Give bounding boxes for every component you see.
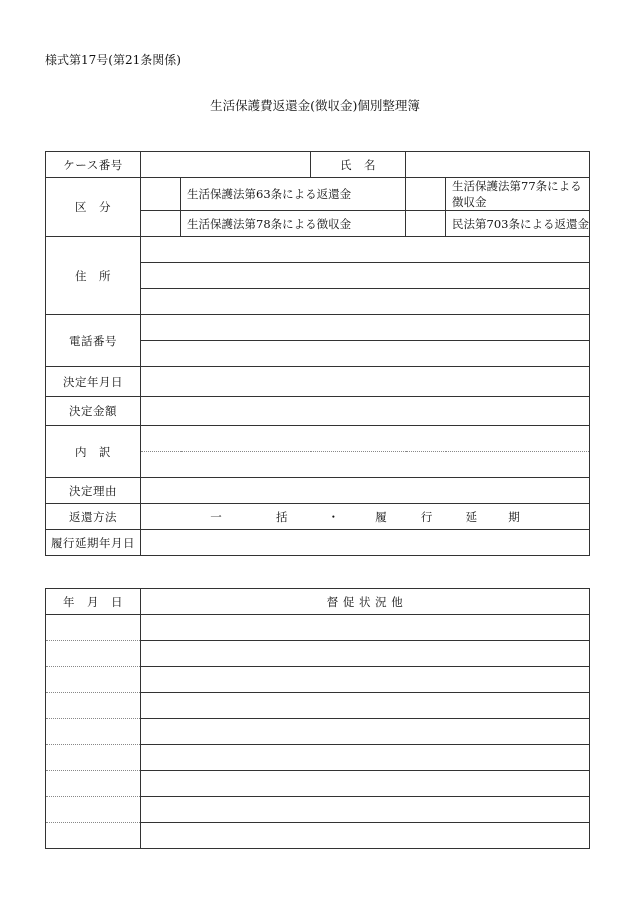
log-row [46, 797, 590, 823]
category-checkbox-77[interactable] [406, 178, 446, 211]
category-checkbox-63[interactable] [141, 178, 181, 211]
dunning-log-table [45, 588, 590, 849]
decision-date-label: 決定年月日 [46, 367, 141, 397]
log-row [46, 745, 590, 771]
address-line-1[interactable] [141, 237, 590, 263]
log-date-cell[interactable] [46, 719, 141, 745]
log-date-cell[interactable] [46, 615, 141, 641]
name-field[interactable] [406, 152, 590, 178]
log-date-cell[interactable] [46, 745, 141, 771]
method-char: 履 [375, 509, 387, 524]
document-title: 生活保護費返還金(徴収金)個別整理簿 [210, 98, 420, 113]
address-line-2[interactable] [141, 263, 590, 289]
log-status-cell[interactable] [141, 693, 590, 719]
category-option-77: 生活保護法第77条による徴収金 [446, 178, 590, 211]
log-status-cell[interactable] [141, 641, 590, 667]
deferral-date-label: 履行延期年月日 [46, 530, 141, 556]
log-row [46, 693, 590, 719]
log-date-cell[interactable] [46, 667, 141, 693]
address-line-3[interactable] [141, 289, 590, 315]
log-status-header: 督 促 状 況 他 [141, 589, 590, 615]
category-option-63: 生活保護法第63条による返還金 [181, 178, 406, 211]
log-status-cell[interactable] [141, 771, 590, 797]
method-char: 延 [465, 509, 478, 524]
category-label: 区 分 [46, 178, 141, 237]
category-checkbox-78[interactable] [141, 211, 181, 237]
log-row [46, 719, 590, 745]
log-body [46, 615, 590, 849]
log-date-cell[interactable] [46, 823, 141, 849]
method-char: 行 [420, 509, 433, 524]
phone-line-2[interactable] [141, 341, 590, 367]
repayment-method-options[interactable] [141, 504, 590, 530]
category-option-703: 民法第703条による返還金 [446, 211, 590, 237]
log-row [46, 641, 590, 667]
category-option-78: 生活保護法第78条による徴収金 [181, 211, 406, 237]
log-row [46, 823, 590, 849]
decision-amount-label: 決定金額 [46, 397, 141, 426]
method-char: 括 [275, 509, 288, 524]
name-label: 氏 名 [311, 152, 406, 178]
breakdown-label: 内 訳 [46, 426, 141, 478]
log-status-cell[interactable] [141, 615, 590, 641]
case-number-label: ケース番号 [46, 152, 141, 178]
decision-amount-field[interactable] [141, 397, 590, 426]
log-row [46, 615, 590, 641]
log-row [46, 771, 590, 797]
decision-reason-label: 決定理由 [46, 478, 141, 504]
log-date-header: 年 月 日 [46, 589, 141, 615]
method-char: ・ [327, 509, 340, 524]
repayment-method-label: 返還方法 [46, 504, 141, 530]
deferral-date-field[interactable] [141, 530, 590, 556]
log-date-cell[interactable] [46, 641, 141, 667]
phone-label: 電話番号 [46, 315, 141, 367]
log-status-cell[interactable] [141, 719, 590, 745]
breakdown-line-2[interactable] [141, 452, 590, 478]
breakdown-line-1[interactable] [141, 426, 590, 452]
phone-line-1[interactable] [141, 315, 590, 341]
main-form-table [45, 151, 590, 556]
decision-reason-field[interactable] [141, 478, 590, 504]
address-label: 住 所 [46, 237, 141, 315]
decision-date-field[interactable] [141, 367, 590, 397]
log-date-cell[interactable] [46, 771, 141, 797]
log-status-cell[interactable] [141, 823, 590, 849]
method-char: 期 [508, 509, 520, 524]
form-number: 様式第17号(第21条関係) [45, 53, 181, 67]
log-status-cell[interactable] [141, 797, 590, 823]
log-status-cell[interactable] [141, 745, 590, 771]
log-row [46, 667, 590, 693]
category-checkbox-703[interactable] [406, 211, 446, 237]
log-status-cell[interactable] [141, 667, 590, 693]
log-date-cell[interactable] [46, 693, 141, 719]
log-date-cell[interactable] [46, 797, 141, 823]
case-number-field[interactable] [141, 152, 311, 178]
method-char: 一 [210, 509, 222, 524]
